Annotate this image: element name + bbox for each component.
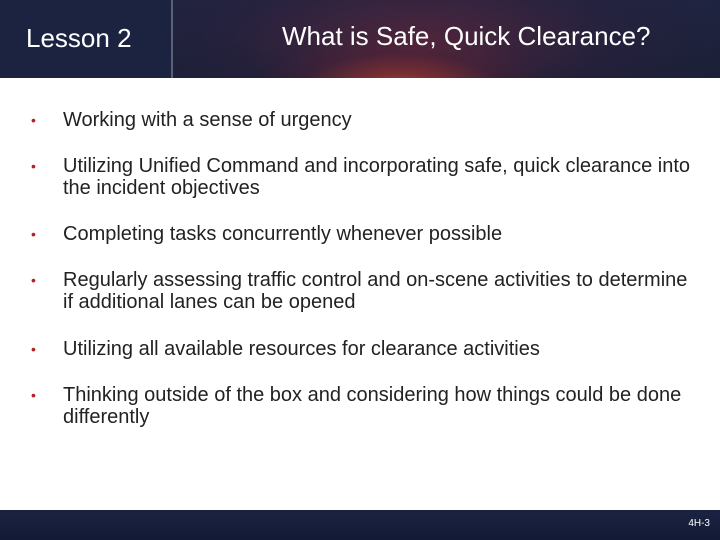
slide-header: [0, 0, 720, 78]
bullet-marker: •: [31, 341, 36, 357]
lesson-label-box: [0, 0, 173, 78]
bullet-text: Working with a sense of urgency: [63, 109, 352, 131]
bullet-text: Completing tasks concurrently whenever possible: [63, 223, 503, 245]
bullet-item: [31, 223, 701, 245]
bullet-item: [31, 109, 701, 131]
bullet-item: [31, 269, 701, 313]
bullet-marker: •: [31, 112, 36, 128]
bullet-item: [31, 155, 701, 199]
bullet-text: Utilizing Unified Command and incorporating safe, quick clearance into the incident objectives: [63, 155, 690, 199]
bullet-item: [31, 384, 701, 428]
bullet-marker: •: [31, 387, 36, 403]
bullet-text: Regularly assessing traffic control and on-scene activities to determine if additional lanes can be opened: [63, 269, 688, 313]
bullet-marker: •: [31, 226, 36, 242]
slide-footer: [0, 510, 720, 540]
bullet-text: Thinking outside of the box and considering how things could be done differently: [63, 384, 682, 428]
lesson-label: Lesson 2: [26, 23, 132, 53]
slide-title: What is Safe, Quick Clearance?: [282, 21, 651, 51]
page-number: 4H-3: [688, 518, 710, 529]
bullet-marker: •: [31, 272, 36, 288]
bullet-text: Utilizing all available resources for clearance activities: [63, 338, 540, 360]
bullet-marker: •: [31, 158, 36, 174]
bullet-item: [31, 338, 701, 360]
